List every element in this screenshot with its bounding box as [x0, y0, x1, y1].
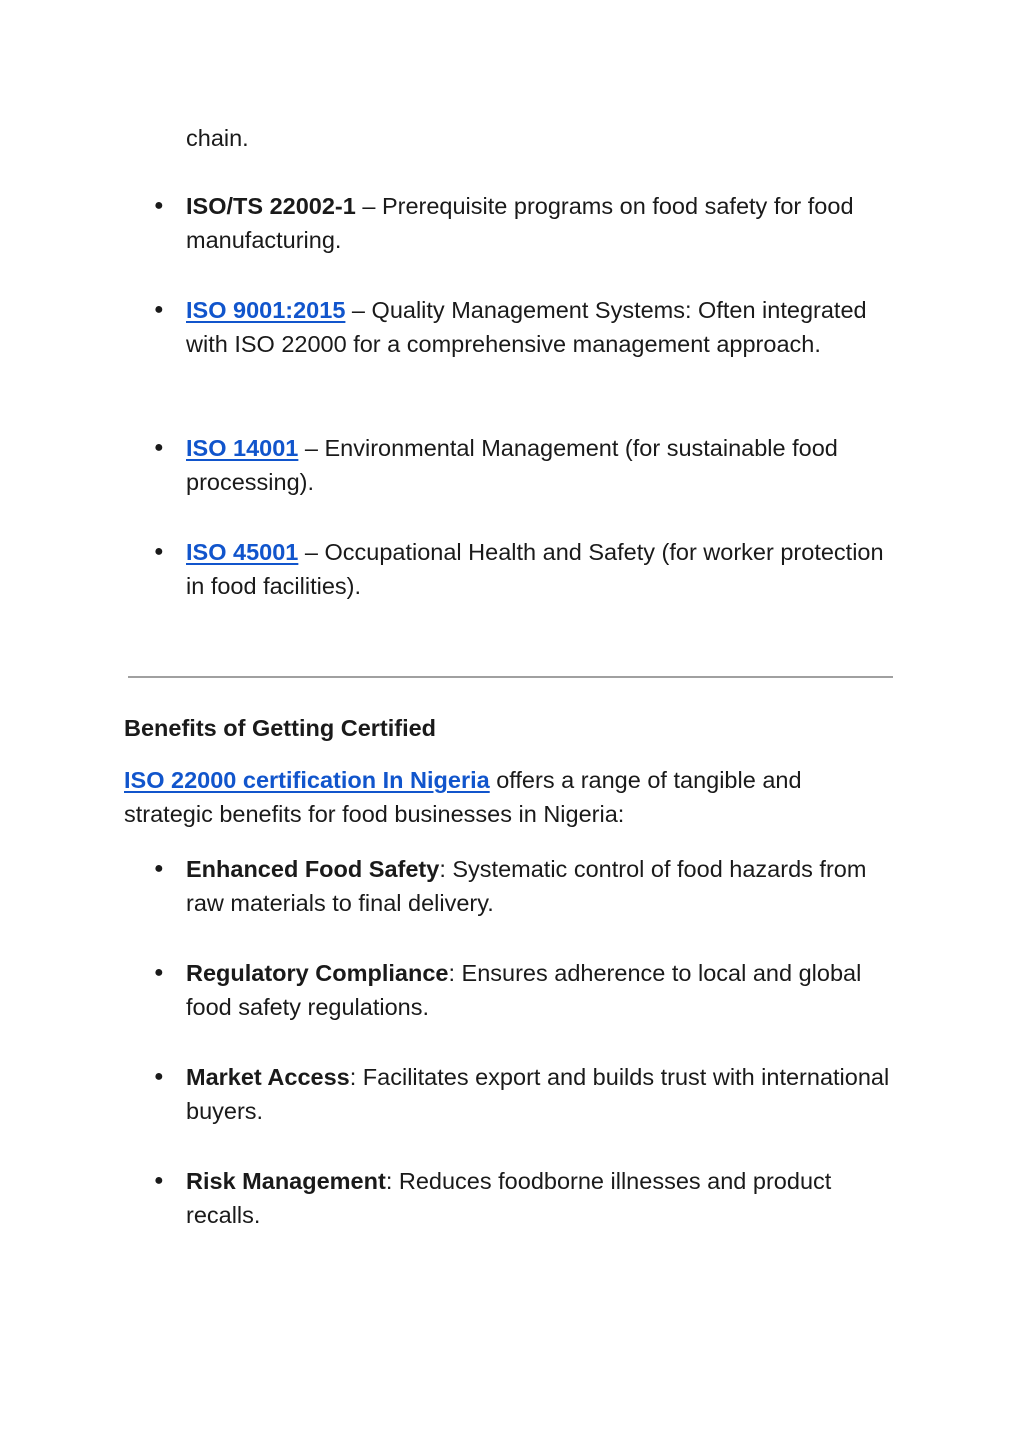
benefit-title: Market Access: [186, 1064, 350, 1090]
bullet-icon: ●: [154, 439, 164, 456]
bullet-icon: ●: [154, 301, 164, 318]
iso-9001-link[interactable]: ISO 9001:2015: [186, 297, 346, 323]
benefit-description: : Reduces foodborne illnesses and product recalls.: [186, 1168, 832, 1228]
bullet-icon: ●: [154, 964, 164, 981]
list-item-market-access: [154, 1060, 896, 1128]
section-divider: [128, 676, 893, 678]
bullet-icon: ●: [154, 1068, 164, 1085]
bullet-icon: ●: [154, 1172, 164, 1189]
list-item-iso-9001: [154, 293, 896, 361]
list-item-enhanced-food-safety: [154, 852, 896, 920]
standard-description: – Environmental Management (for sustainable food processing).: [186, 435, 838, 495]
list-item-risk-management: [154, 1164, 896, 1232]
standard-name: ISO/TS 22002-1: [186, 193, 356, 219]
bullet-icon: ●: [154, 543, 164, 560]
iso-45001-link[interactable]: ISO 45001: [186, 539, 299, 565]
list-item-iso-ts-22002-1: [154, 189, 896, 257]
benefit-description: : Systematic control of food hazards from raw materials to final delivery.: [186, 856, 867, 916]
list-item-regulatory-compliance: [154, 956, 896, 1024]
benefit-title: Enhanced Food Safety: [186, 856, 440, 882]
benefit-title: Risk Management: [186, 1168, 386, 1194]
list-item-iso-45001: [154, 535, 896, 603]
standard-description: – Occupational Health and Safety (for worker protection in food facilities).: [186, 539, 884, 599]
benefit-title: Regulatory Compliance: [186, 960, 449, 986]
iso-22000-nigeria-link[interactable]: ISO 22000 certification In Nigeria: [124, 767, 490, 793]
section-heading: Benefits of Getting Certified: [124, 715, 437, 741]
bullet-icon: ●: [154, 860, 164, 877]
continuation-text: chain.: [186, 125, 249, 151]
benefit-description: : Facilitates export and builds trust with international buyers.: [186, 1064, 890, 1124]
standard-description: – Quality Management Systems: Often integrated with ISO 22000 for a comprehensive management approach.: [186, 297, 867, 357]
benefit-description: : Ensures adherence to local and global food safety regulations.: [186, 960, 862, 1020]
intro-text: offers a range of tangible and strategic benefits for food businesses in Nigeria:: [124, 767, 802, 827]
standard-description: – Prerequisite programs on food safety for food manufacturing.: [186, 193, 854, 253]
intro-paragraph: [124, 763, 894, 831]
list-item-iso-14001: [154, 431, 896, 499]
iso-14001-link[interactable]: ISO 14001: [186, 435, 299, 461]
bullet-icon: ●: [154, 197, 164, 214]
